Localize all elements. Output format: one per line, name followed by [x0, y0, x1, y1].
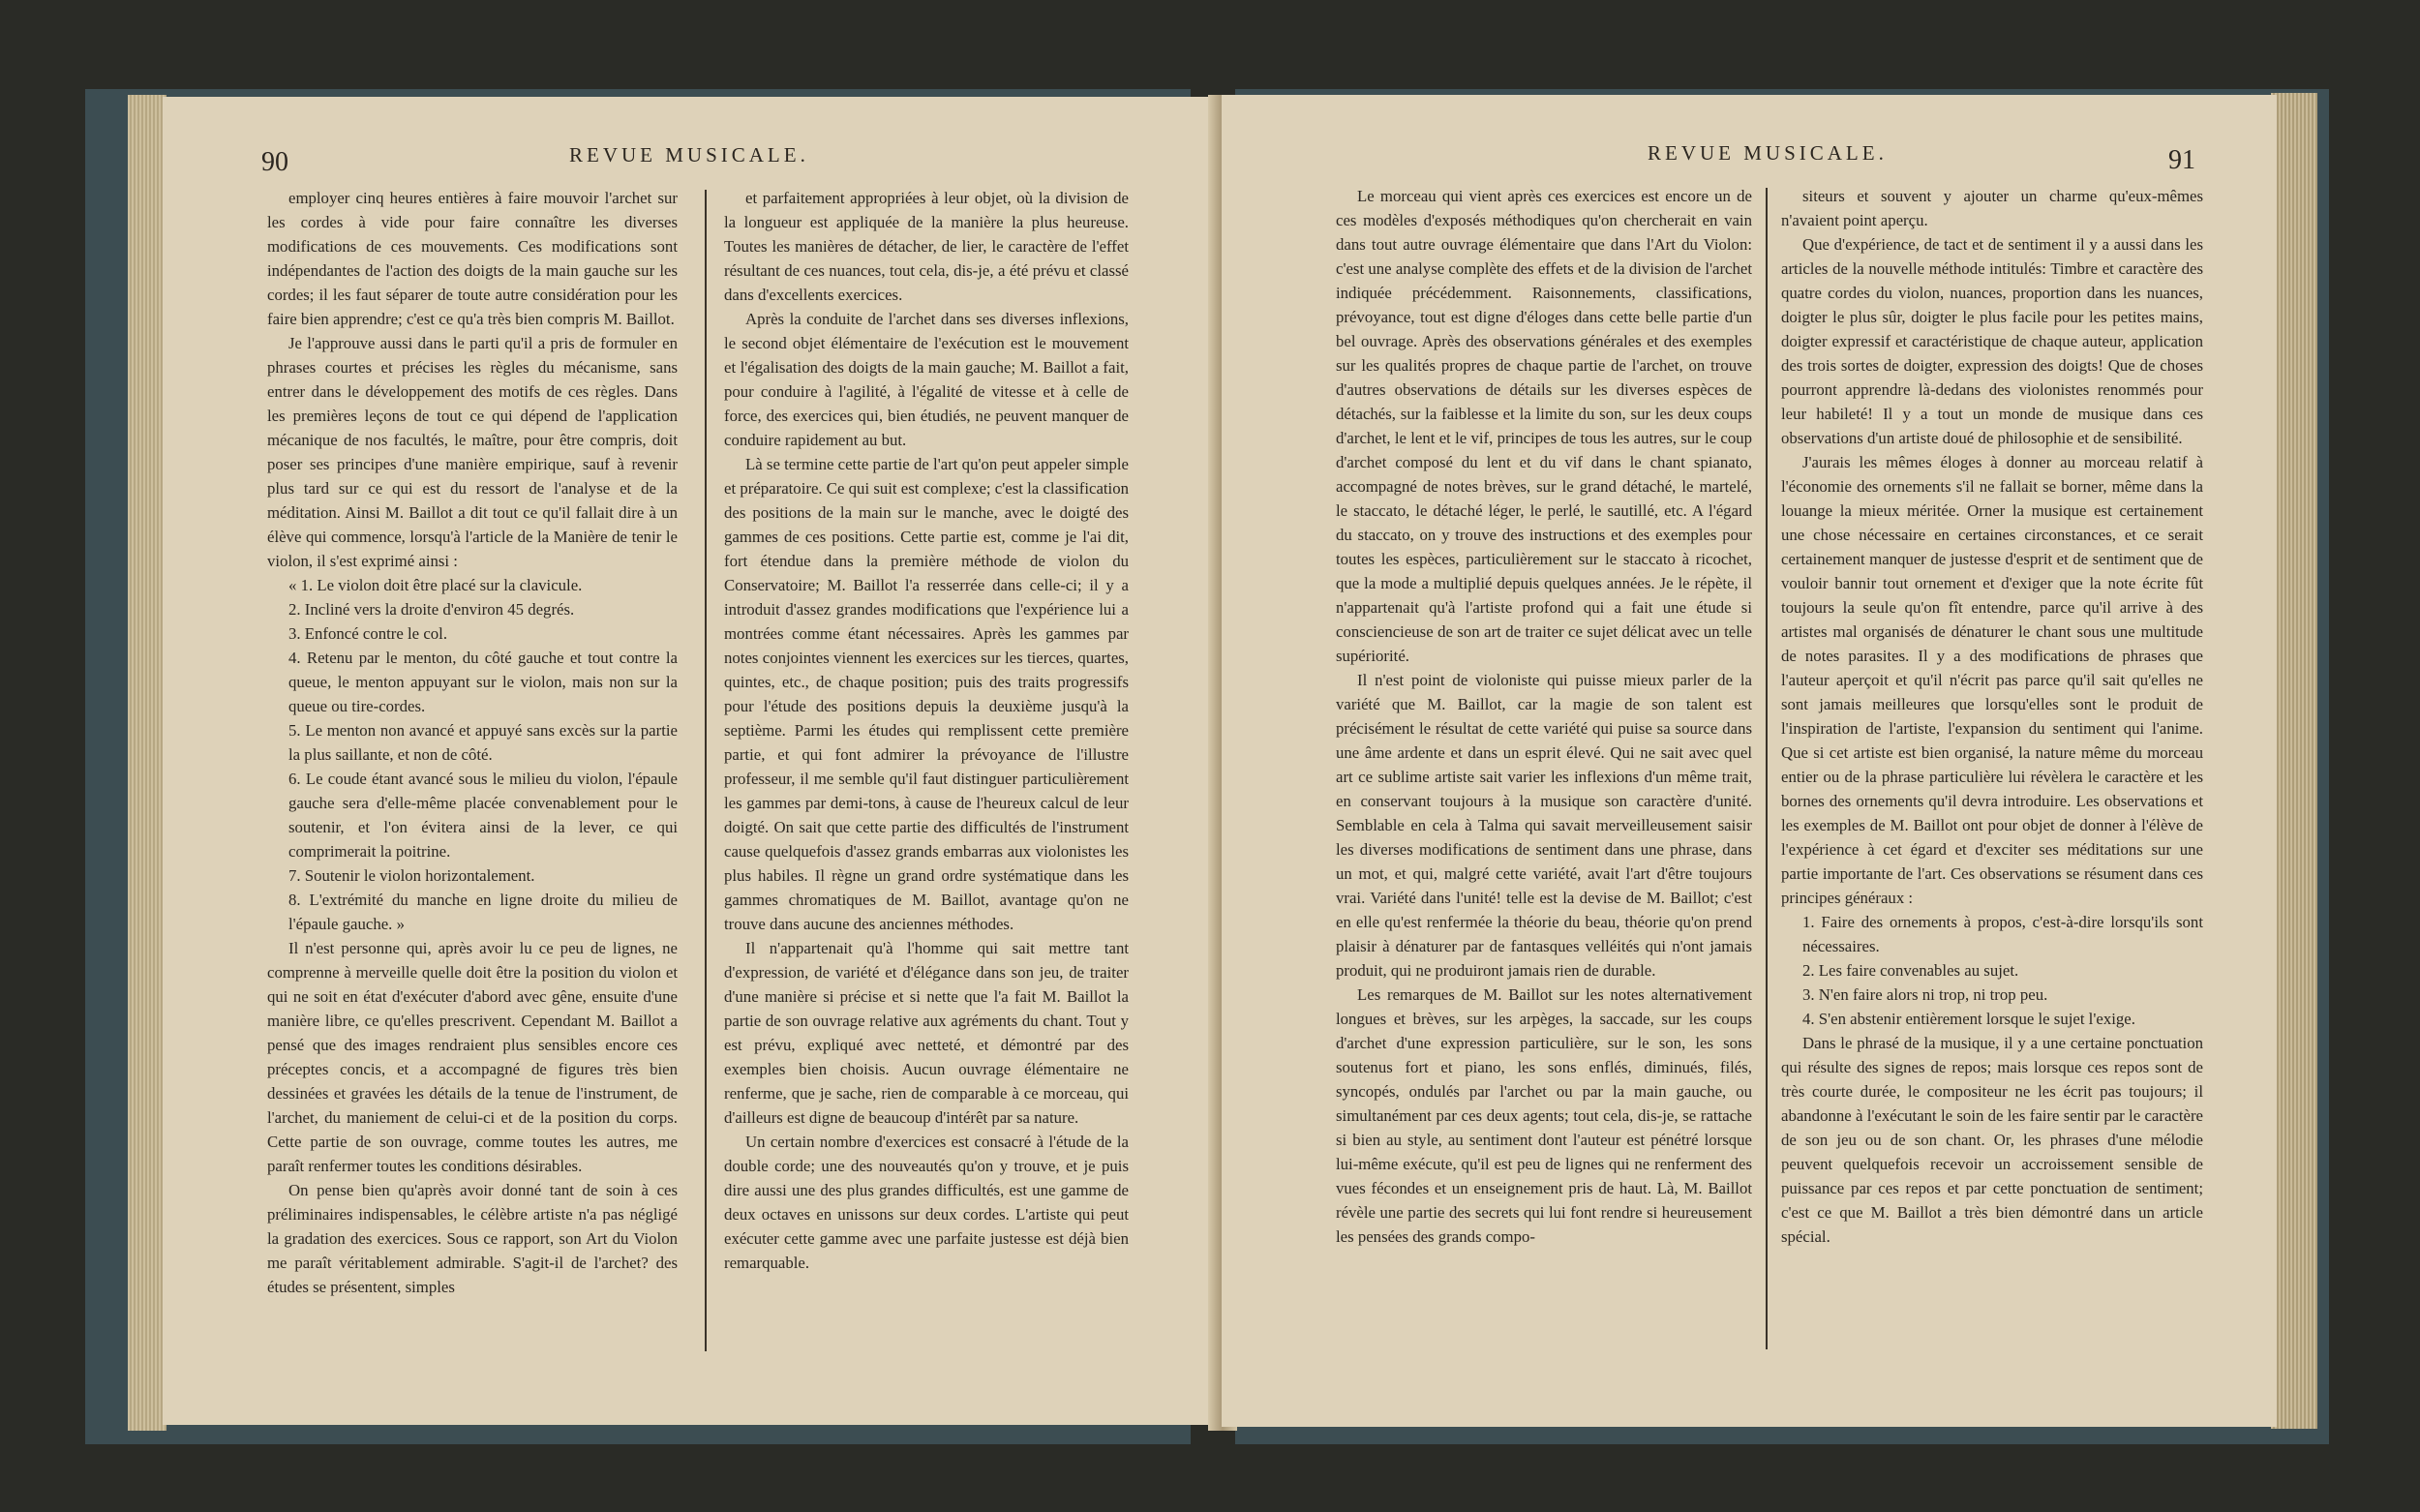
left-column-2	[724, 186, 1129, 1275]
paragraph: 2. Les faire convenables au sujet.	[1802, 961, 2019, 980]
left-column-1	[267, 186, 678, 1299]
paragraph: 7. Soutenir le violon horizontalement.	[288, 866, 535, 885]
paragraph: 3. Enfoncé contre le col.	[288, 624, 448, 643]
running-head: REVUE MUSICALE.	[569, 143, 809, 166]
paragraph: On pense bien qu'après avoir donné tant de soin à ces préliminaires indispensables, le célèbre artiste n'a pas négligé la gradation des exercices. Sous ce rapport, son Art du Violon me paraît véritablement admirable. S'agit-il de l'archet? des études se présentent, simples	[267, 1181, 678, 1296]
paragraph: 2. Incliné vers la droite d'environ 45 degrés.	[288, 600, 575, 619]
paragraph: 6. Le coude étant avancé sous le milieu du violon, l'épaule gauche sera d'elle-même placée convenablement pour le soutenir, et l'on évitera ainsi de la lever, ce qui comprimerait la poitrine.	[288, 770, 678, 861]
paragraph: 8. L'extrémité du manche en ligne droite du milieu de l'épaule gauche. »	[288, 891, 678, 933]
paragraph: Après la conduite de l'archet dans ses diverses inflexions, le second objet élémentaire de l'exécution est le mouvement et l'égalisation des doigts de la main gauche; M. Baillot a fait, pour conduire à l'agilité, à l'égalité de vitesse et à celle de force, des exercices qui, bien étudiés, ne peuvent manquer de conduire rapidement au but.	[724, 310, 1129, 449]
page-number: 90	[261, 147, 288, 177]
paragraph: et parfaitement appropriées à leur objet, où la division de la longueur est appliquée de la manière la plus heureuse. Toutes les manières de détacher, de lier, le caractère de l'effet résultant de ces nuances, tout cela, dis-je, a été prévu et classé dans d'excellents exercices.	[724, 189, 1129, 304]
column-rule	[1766, 188, 1768, 1349]
left-page	[163, 97, 1227, 1425]
paragraph: 4. Retenu par le menton, du côté gauche et tout contre la queue, le menton appuyant sur le violon, mais non sur la queue ou tire-cordes.	[288, 649, 678, 715]
right-column-1	[1336, 184, 1752, 1249]
paragraph: Dans le phrasé de la musique, il y a une certaine ponctuation qui résulte des signes de repos; mais lorsque ces repos sont de très courte durée, le compositeur ne les écrit pas toujours; il abandonne à l'exécutant le soin de les faire sentir par le caractère de son jeu ou de son chant. Or, les phrases d'une mélodie peuvent quelquefois recevoir un accroissement sensible de puissance par ces repos et par cette ponctuation de sentiment; c'est ce que M. Baillot a très bien démontré dans un article spécial.	[1781, 1034, 2203, 1246]
paragraph: Il n'est personne qui, après avoir lu ce peu de lignes, ne comprenne à merveille quelle doit être la position du violon et qui ne soit en état d'exécuter d'abord avec gêne, ensuite d'une manière libre, ce qu'elles prescrivent. Cependant M. Baillot a pensé que des images rendraient plus sensibles encore ces préceptes concis, et a accompagné de figures très bien dessinées et gravées les détails de la tenue de l'instrument, de l'archet, du maniement de celui-ci et de la position du corps. Cette partie de son ouvrage, comme toutes les autres, me paraît renfermer toutes les conditions désirables.	[267, 939, 678, 1175]
paragraph: Il n'appartenait qu'à l'homme qui sait mettre tant d'expression, de variété et d'élégance dans son jeu, de traiter d'une manière si précise et si nette que l'a fait M. Baillot la partie de son ouvrage relative aux agréments du chant. Tout y est prévu, expliqué avec netteté, et démontré par des exemples bien choisis. Aucun ouvrage élémentaire ne renferme, que je sache, rien de comparable à ce morceau, qui d'ailleurs est digne de beaucoup d'intérêt par sa nature.	[724, 939, 1129, 1127]
paragraph: J'aurais les mêmes éloges à donner au morceau relatif à l'économie des ornements s'il ne fallait se borner, même dans la louange la mieux méritée. Orner la musique est certainement une chose nécessaire en certaines circonstances, et ce serait certainement manquer de justesse d'esprit et de sentiment que de vouloir bannir tout ornement et d'exiger que la note écrite fût toujours la seule qu'on fît entendre, parce qu'il arrive à des artistes mal organisés de dénaturer le chant sous une multitude de notes parasites. Il y a des modifications de phrases que l'auteur aperçoit et qu'il n'écrit pas parce qu'il sait qu'elles ne sont jamais meilleures que lorsqu'elles sont le produit de l'inspiration de l'artiste, l'expansion du sentiment qui l'anime. Que si cet artiste est bien organisé, la nature même du morceau entier ou de la phrase particulière lui révèlera le caractère et les bornes des ornements qu'il devra introduire. Les observations et les exemples de M. Baillot ont pour objet de donner à l'élève de l'expérience à cet égard et d'exciter ses méditations sur une partie importante de l'art. Ces observations se résument dans ces principes généraux :	[1781, 453, 2203, 907]
paragraph: Un certain nombre d'exercices est consacré à l'étude de la double corde; une des nouveautés qu'on y trouve, et je puis dire aussi une des plus grandes difficultés, est une gamme de deux octaves en unissons sur deux cordes. L'artiste qui peut exécuter cette gamme avec une parfaite justesse est déjà bien remarquable.	[724, 1133, 1129, 1272]
page-number: 91	[2168, 145, 2195, 175]
page-edges-left	[128, 95, 166, 1431]
paragraph: Là se termine cette partie de l'art qu'on peut appeler simple et préparatoire. Ce qui suit est complexe; c'est la classification des positions de la main sur le manche, avec le doigté des gammes de ces positions. Cette partie est, comme je l'ai dit, fort étendue dans la première méthode de violon du Conservatoire; M. Baillot l'a resserrée dans celle-ci; il y a introduit d'assez grandes modifications que l'expérience lui a montrées comme étant nécessaires. Après les gammes par notes conjointes viennent les exercices sur les tierces, quartes, quintes, etc., de chaque position; puis des traits progressifs pour l'étude des positions depuis la deuxième jusqu'à la septième. Parmi les études qui remplissent cette première partie, et qui font admirer la prévoyance de l'illustre professeur, il me semble qu'il faut distinguer particulièrement les gammes par demi-tons, à cause de l'heureux calcul de leur doigté. On sait que cette partie des difficultés de l'instrument cause quelquefois d'assez grands embarras aux violonistes les plus habiles. Il règne un grand ordre systématique dans les gammes chromatiques de M. Baillot, avantage qu'on ne trouve dans aucune des anciennes méthodes.	[724, 455, 1129, 933]
column-rule	[705, 190, 707, 1351]
paragraph: Je l'approuve aussi dans le parti qu'il a pris de formuler en phrases courtes et précises les règles du mécanisme, sans entrer dans le développement des motifs de ces règles. Dans les premières leçons de tout ce qui dépend de l'application mécanique de nos facultés, le maître, pour être compris, doit poser ses principes d'une manière empirique, sauf à revenir plus tard sur ce qui est du ressort de l'analyse et de la méditation. Ainsi M. Baillot a dit tout ce qu'il fallait dire à un élève qui commence, lorsqu'à l'article de la Manière de tenir le violon, il s'est exprimé ainsi :	[267, 334, 678, 570]
paragraph: Il n'est point de violoniste qui puisse mieux parler de la variété que M. Baillot, car la magie de son talent est précisément le résultat de cette variété qui puise sa source dans une âme ardente et dans un esprit élevé. Qui ne sait avec quel art ce sublime artiste sait varier les inflexions d'un même trait, en conservant toujours à la musique son caractère d'unité. Semblable en cela à Talma qui savait merveilleusement saisir les diverses modifications de sentiment dans une phrase, dans un mot, et qui, malgré cette variété, avait l'art d'être toujours vrai. Variété dans l'unité! telle est la devise de M. Baillot; c'est en elle qu'est renfermée la théorie du beau, théorie qu'on prend plaisir à dénaturer par de fantasques velléités qui n'ont jamais produit, qui ne produiront jamais rien de durable.	[1336, 671, 1752, 980]
paragraph: 3. N'en faire alors ni trop, ni trop peu.	[1802, 985, 2048, 1004]
paragraph: Le morceau qui vient après ces exercices est encore un de ces modèles d'exposés méthodiques qu'on chercherait en vain dans tout autre ouvrage élémentaire que dans l'Art du Violon: c'est une analyse complète des effets et de la division de l'archet indiquée précédemment. Raisonnements, classifications, prévoyance, tout est digne d'éloges dans cette belle partie d'un bel ouvrage. Après des observations générales et des exemples sur les qualités propres de chaque partie de l'archet, on trouve d'autres observations de détails sur les diverses espèces de détachés, sur la faiblesse et la limite du son, sur les deux coups d'archet, le lent et le vif, principes de tous les autres, sur le coup d'archet composé du lent et du vif dans le chant spianato, accompagné de notes brèves, sur le grand détaché, le martelé, le staccato, le détaché léger, le perlé, le sautillé, etc. A l'égard du staccato, on y trouve des instructions et des exemples pour toutes les espèces, particulièrement sur le staccato à ricochet, que la mode a multiplié depuis quelques années. Je le répète, il n'appartenait qu'à l'artiste profond qui a fait une étude si consciencieuse de son art de traiter ce sujet délicat avec un telle supériorité.	[1336, 187, 1752, 665]
paragraph: Que d'expérience, de tact et de sentiment il y a aussi dans les articles de la nouvelle méthode intitulés: Timbre et caractère des quatre cordes du violon, nuances, proportion dans les nuances, doigter le plus sûr, doigter le plus facile pour les petites mains, doigter expressif et caractéristique de chaque auteur, application des trois sortes de doigter, expression des doigts! Que de choses pourront apprendre là-dedans des violonistes renommés pour leur habileté! Il y a tout un monde de musique dans ces observations d'un artiste doué de philosophie et de sensibilité.	[1781, 235, 2203, 447]
right-column-2	[1781, 184, 2203, 1249]
paragraph: employer cinq heures entières à faire mouvoir l'archet sur les cordes à vide pour faire connaître les diverses modifications de ces mouvements. Ces modifications sont indépendantes de l'action des doigts de la main gauche sur les cordes; il les faut séparer de toute autre considération pour les faire bien apprendre; c'est ce qu'a très bien compris M. Baillot.	[267, 189, 678, 328]
page-edges-right	[2271, 93, 2317, 1429]
right-page	[1222, 95, 2277, 1427]
paragraph: « 1. Le violon doit être placé sur la clavicule.	[288, 576, 583, 594]
paragraph: 5. Le menton non avancé et appuyé sans excès sur la partie la plus saillante, et non de côté.	[288, 721, 678, 764]
running-head: REVUE MUSICALE.	[1648, 141, 1888, 165]
paragraph: Les remarques de M. Baillot sur les notes alternativement longues et brèves, sur les arpèges, la saccade, sur les coups d'archet d'une expression particulière, sur le son, les sons soutenus fort et piano, les sons enflés, diminués, filés, syncopés, ondulés par l'archet ou par la main gauche, ou simultanément par ces deux agents; tout cela, dis-je, se rattache si bien au style, au sentiment dont l'auteur est pénétré lorsque lui-même exécute, qu'il est peu de lignes qui ne renferment des vues fécondes et un enseignement pris de haut. Là, M. Baillot révèle une partie des secrets qui lui font rendre si heureusement les pensées des grands compo-	[1336, 985, 1752, 1246]
paragraph: 1. Faire des ornements à propos, c'est-à-dire lorsqu'ils sont nécessaires.	[1802, 913, 2203, 955]
paragraph: 4. S'en abstenir entièrement lorsque le sujet l'exige.	[1802, 1010, 2135, 1028]
paragraph: siteurs et souvent y ajouter un charme qu'eux-mêmes n'avaient point aperçu.	[1781, 187, 2203, 229]
